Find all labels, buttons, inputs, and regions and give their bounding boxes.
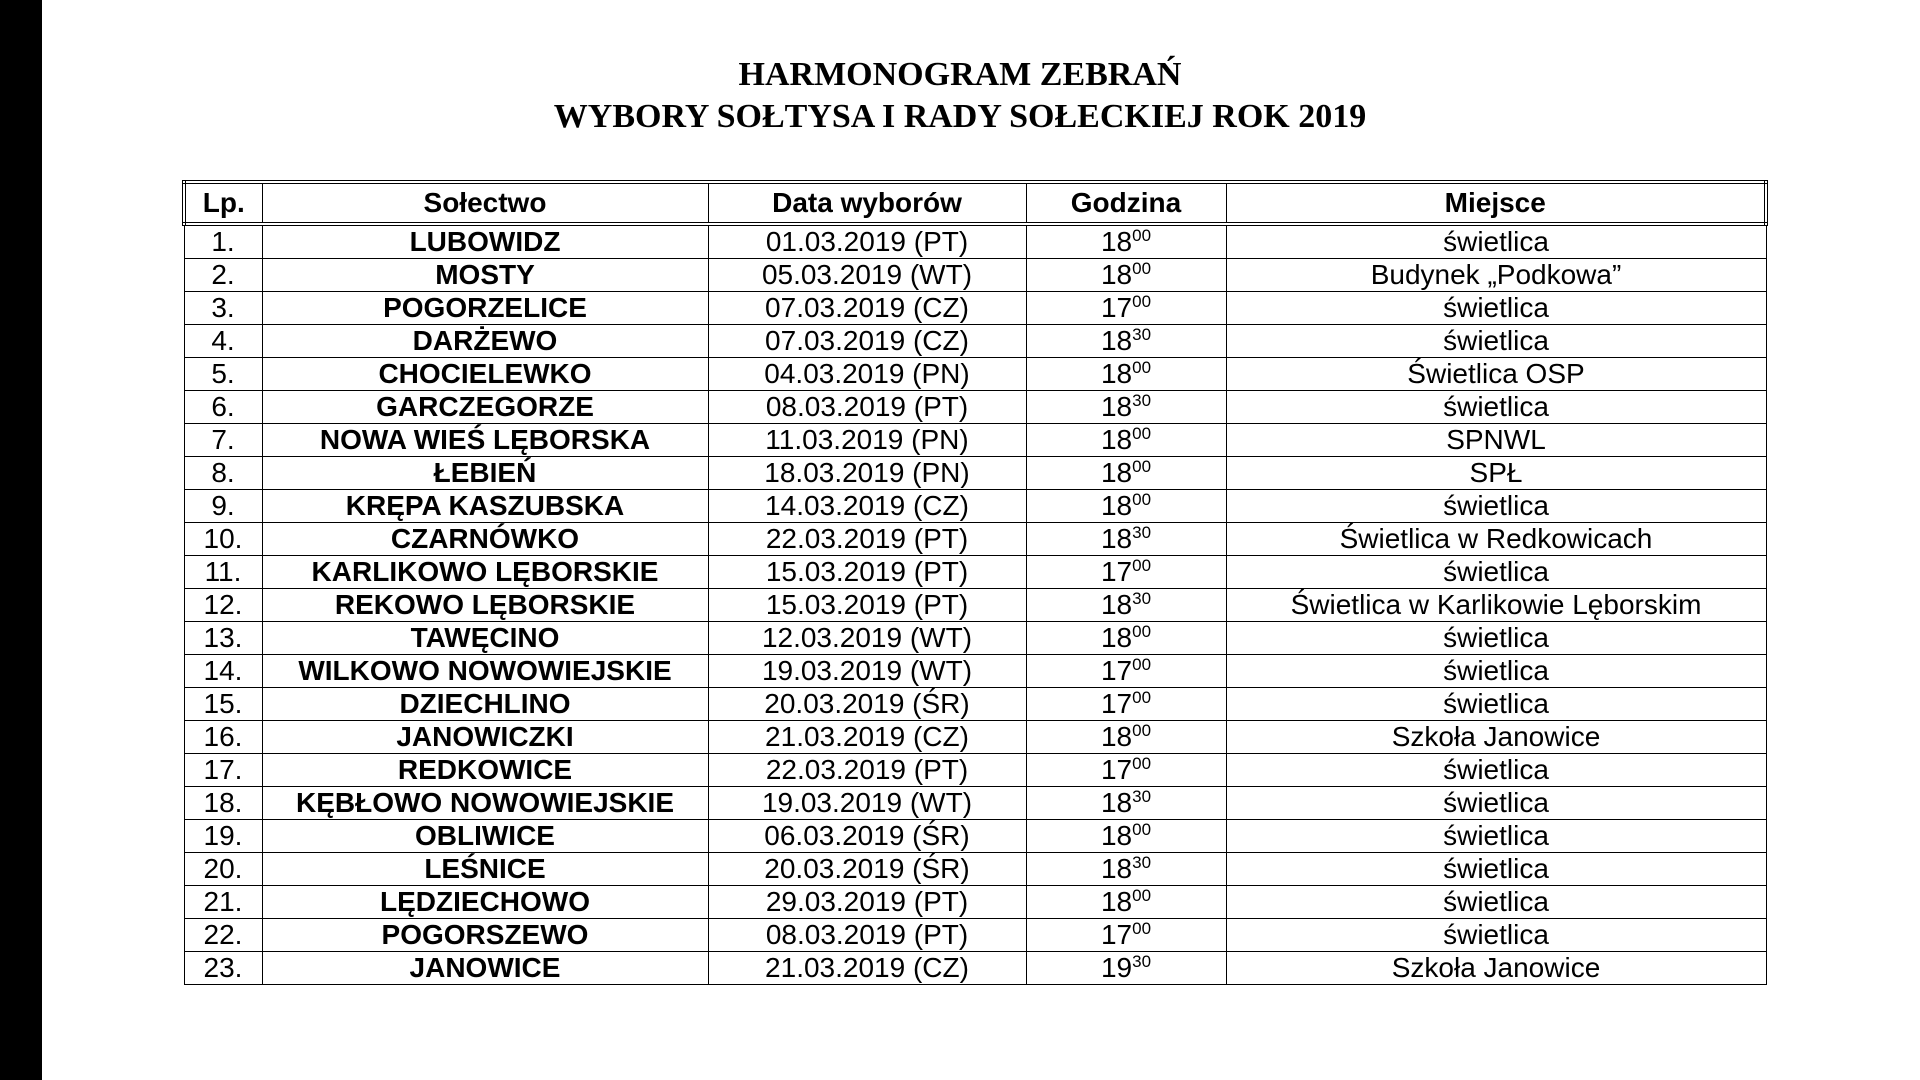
minute-value: 00 — [1132, 754, 1152, 773]
cell-data: 15.03.2019 (PT) — [708, 556, 1026, 589]
table-row — [184, 622, 1766, 655]
hour-value: 17 — [1100, 919, 1133, 950]
cell-solectwo: DZIECHLINO — [262, 688, 708, 721]
cell-godzina — [1026, 224, 1226, 259]
cell-lp: 6. — [184, 391, 262, 424]
left-edge-bar — [0, 0, 42, 1080]
cell-miejsce: Świetlica w Redkowicach — [1226, 523, 1766, 556]
hour-value: 18 — [1100, 622, 1133, 653]
cell-lp: 22. — [184, 919, 262, 952]
minute-value: 00 — [1132, 655, 1152, 674]
hour-value: 18 — [1100, 523, 1133, 554]
hour-value: 18 — [1100, 886, 1133, 917]
hour-value: 17 — [1100, 655, 1133, 686]
cell-godzina — [1026, 853, 1226, 886]
table-row — [184, 259, 1766, 292]
table-row — [184, 224, 1766, 259]
minute-value: 00 — [1132, 688, 1152, 707]
cell-data: 15.03.2019 (PT) — [708, 589, 1026, 622]
hour-value: 18 — [1100, 490, 1133, 521]
cell-solectwo: KRĘPA KASZUBSKA — [262, 490, 708, 523]
hour-value: 17 — [1100, 556, 1133, 587]
cell-miejsce: świetlica — [1226, 556, 1766, 589]
cell-godzina — [1026, 721, 1226, 754]
cell-solectwo: LEŚNICE — [262, 853, 708, 886]
cell-lp: 1. — [184, 224, 262, 259]
cell-data: 04.03.2019 (PN) — [708, 358, 1026, 391]
minute-value: 00 — [1132, 259, 1152, 278]
cell-lp: 17. — [184, 754, 262, 787]
minute-value: 00 — [1132, 292, 1152, 311]
cell-data: 20.03.2019 (ŚR) — [708, 853, 1026, 886]
cell-lp: 16. — [184, 721, 262, 754]
table-row — [184, 325, 1766, 358]
cell-solectwo: CHOCIELEWKO — [262, 358, 708, 391]
cell-miejsce: SPŁ — [1226, 457, 1766, 490]
title-line-2: WYBORY SOŁTYSA I RADY SOŁECKIEJ ROK 2019 — [553, 98, 1367, 135]
cell-solectwo: DARŻEWO — [262, 325, 708, 358]
title-line-1: HARMONOGRAM ZEBRAŃ — [738, 56, 1182, 93]
cell-godzina — [1026, 424, 1226, 457]
cell-data: 21.03.2019 (CZ) — [708, 721, 1026, 754]
cell-godzina — [1026, 457, 1226, 490]
cell-solectwo: LĘDZIECHOWO — [262, 886, 708, 919]
cell-godzina — [1026, 688, 1226, 721]
cell-solectwo: KARLIKOWO LĘBORSKIE — [262, 556, 708, 589]
hour-value: 18 — [1100, 391, 1133, 422]
cell-godzina — [1026, 919, 1226, 952]
cell-solectwo: CZARNÓWKO — [262, 523, 708, 556]
cell-data: 14.03.2019 (CZ) — [708, 490, 1026, 523]
minute-value: 00 — [1132, 556, 1152, 575]
hour-value: 18 — [1100, 424, 1133, 455]
cell-lp: 20. — [184, 853, 262, 886]
cell-miejsce: świetlica — [1226, 292, 1766, 325]
cell-data: 01.03.2019 (PT) — [708, 224, 1026, 259]
cell-data: 21.03.2019 (CZ) — [708, 952, 1026, 985]
cell-miejsce: świetlica — [1226, 688, 1766, 721]
cell-solectwo: OBLIWICE — [262, 820, 708, 853]
cell-lp: 13. — [184, 622, 262, 655]
cell-lp: 12. — [184, 589, 262, 622]
header-solectwo: Sołectwo — [262, 182, 708, 224]
table-row — [184, 688, 1766, 721]
cell-data: 08.03.2019 (PT) — [708, 919, 1026, 952]
cell-godzina — [1026, 490, 1226, 523]
cell-miejsce: Świetlica w Karlikowie Lęborskim — [1226, 589, 1766, 622]
cell-miejsce: świetlica — [1226, 325, 1766, 358]
minute-value: 00 — [1132, 886, 1152, 905]
table-row — [184, 721, 1766, 754]
table-header-row — [184, 182, 1766, 224]
cell-godzina — [1026, 292, 1226, 325]
table-row — [184, 556, 1766, 589]
hour-value: 17 — [1100, 688, 1133, 719]
minute-value: 00 — [1132, 358, 1152, 377]
hour-value: 18 — [1100, 358, 1133, 389]
cell-miejsce: świetlica — [1226, 622, 1766, 655]
cell-data: 05.03.2019 (WT) — [708, 259, 1026, 292]
minute-value: 00 — [1132, 424, 1152, 443]
cell-godzina — [1026, 523, 1226, 556]
minute-value: 30 — [1132, 523, 1152, 542]
cell-godzina — [1026, 358, 1226, 391]
cell-data: 07.03.2019 (CZ) — [708, 292, 1026, 325]
minute-value: 00 — [1132, 820, 1152, 839]
header-lp: Lp. — [184, 182, 262, 224]
cell-solectwo: JANOWICZKI — [262, 721, 708, 754]
cell-miejsce: świetlica — [1226, 787, 1766, 820]
hour-value: 18 — [1100, 226, 1133, 257]
cell-godzina — [1026, 820, 1226, 853]
table-row — [184, 589, 1766, 622]
hour-value: 17 — [1100, 292, 1133, 323]
cell-lp: 23. — [184, 952, 262, 985]
minute-value: 00 — [1132, 226, 1152, 245]
cell-lp: 9. — [184, 490, 262, 523]
header-godzina: Godzina — [1026, 182, 1226, 224]
cell-data: 07.03.2019 (CZ) — [708, 325, 1026, 358]
cell-godzina — [1026, 787, 1226, 820]
schedule-table — [182, 180, 1768, 985]
cell-solectwo: REKOWO LĘBORSKIE — [262, 589, 708, 622]
hour-value: 18 — [1100, 589, 1133, 620]
table-row — [184, 787, 1766, 820]
cell-miejsce: Szkoła Janowice — [1226, 952, 1766, 985]
cell-miejsce: świetlica — [1226, 754, 1766, 787]
cell-solectwo: NOWA WIEŚ LĘBORSKA — [262, 424, 708, 457]
cell-lp: 14. — [184, 655, 262, 688]
cell-lp: 4. — [184, 325, 262, 358]
hour-value: 18 — [1100, 853, 1133, 884]
cell-data: 22.03.2019 (PT) — [708, 754, 1026, 787]
table-row — [184, 754, 1766, 787]
table-row — [184, 523, 1766, 556]
hour-value: 18 — [1100, 787, 1133, 818]
table-row — [184, 853, 1766, 886]
minute-value: 30 — [1132, 952, 1152, 971]
minute-value: 30 — [1132, 391, 1152, 410]
cell-godzina — [1026, 391, 1226, 424]
cell-solectwo: KĘBŁOWO NOWOWIEJSKIE — [262, 787, 708, 820]
hour-value: 18 — [1100, 721, 1133, 752]
table-row — [184, 391, 1766, 424]
cell-solectwo: MOSTY — [262, 259, 708, 292]
cell-lp: 11. — [184, 556, 262, 589]
cell-lp: 5. — [184, 358, 262, 391]
cell-godzina — [1026, 622, 1226, 655]
table-row — [184, 292, 1766, 325]
cell-lp: 8. — [184, 457, 262, 490]
cell-lp: 10. — [184, 523, 262, 556]
cell-miejsce: świetlica — [1226, 655, 1766, 688]
table-row — [184, 820, 1766, 853]
table-row — [184, 490, 1766, 523]
cell-miejsce: Świetlica OSP — [1226, 358, 1766, 391]
cell-miejsce: SPNWL — [1226, 424, 1766, 457]
cell-miejsce: świetlica — [1226, 820, 1766, 853]
header-data: Data wyborów — [708, 182, 1026, 224]
cell-data: 20.03.2019 (ŚR) — [708, 688, 1026, 721]
cell-lp: 19. — [184, 820, 262, 853]
minute-value: 30 — [1132, 589, 1152, 608]
minute-value: 30 — [1132, 787, 1152, 806]
cell-lp: 21. — [184, 886, 262, 919]
cell-lp: 15. — [184, 688, 262, 721]
cell-solectwo: WILKOWO NOWOWIEJSKIE — [262, 655, 708, 688]
cell-data: 12.03.2019 (WT) — [708, 622, 1026, 655]
minute-value: 00 — [1132, 721, 1152, 740]
cell-solectwo: REDKOWICE — [262, 754, 708, 787]
hour-value: 19 — [1100, 952, 1133, 983]
cell-solectwo: TAWĘCINO — [262, 622, 708, 655]
table-row — [184, 424, 1766, 457]
table-row — [184, 919, 1766, 952]
cell-godzina — [1026, 952, 1226, 985]
minute-value: 00 — [1132, 622, 1152, 641]
minute-value: 00 — [1132, 457, 1152, 476]
cell-data: 19.03.2019 (WT) — [708, 655, 1026, 688]
cell-miejsce: świetlica — [1226, 224, 1766, 259]
cell-miejsce: świetlica — [1226, 919, 1766, 952]
cell-data: 29.03.2019 (PT) — [708, 886, 1026, 919]
cell-godzina — [1026, 655, 1226, 688]
cell-lp: 2. — [184, 259, 262, 292]
table-body — [184, 224, 1766, 985]
table-row — [184, 952, 1766, 985]
table-row — [184, 886, 1766, 919]
cell-miejsce: świetlica — [1226, 886, 1766, 919]
cell-godzina — [1026, 259, 1226, 292]
table-row — [184, 358, 1766, 391]
minute-value: 00 — [1132, 919, 1152, 938]
cell-godzina — [1026, 886, 1226, 919]
hour-value: 18 — [1100, 259, 1133, 290]
cell-lp: 7. — [184, 424, 262, 457]
cell-godzina — [1026, 325, 1226, 358]
cell-miejsce: świetlica — [1226, 490, 1766, 523]
minute-value: 00 — [1132, 490, 1152, 509]
hour-value: 17 — [1100, 754, 1133, 785]
cell-miejsce: Szkoła Janowice — [1226, 721, 1766, 754]
cell-lp: 18. — [184, 787, 262, 820]
cell-miejsce: świetlica — [1226, 853, 1766, 886]
minute-value: 30 — [1132, 325, 1152, 344]
hour-value: 18 — [1100, 325, 1133, 356]
cell-data: 22.03.2019 (PT) — [708, 523, 1026, 556]
cell-lp: 3. — [184, 292, 262, 325]
cell-godzina — [1026, 589, 1226, 622]
cell-miejsce: Budynek „Podkowa” — [1226, 259, 1766, 292]
cell-miejsce: świetlica — [1226, 391, 1766, 424]
hour-value: 18 — [1100, 457, 1133, 488]
cell-data: 19.03.2019 (WT) — [708, 787, 1026, 820]
hour-value: 18 — [1100, 820, 1133, 851]
cell-solectwo: JANOWICE — [262, 952, 708, 985]
minute-value: 30 — [1132, 853, 1152, 872]
cell-data: 08.03.2019 (PT) — [708, 391, 1026, 424]
cell-data: 11.03.2019 (PN) — [708, 424, 1026, 457]
header-miejsce: Miejsce — [1226, 182, 1766, 224]
cell-solectwo: POGORSZEWO — [262, 919, 708, 952]
cell-godzina — [1026, 754, 1226, 787]
document-title — [0, 54, 1920, 138]
cell-godzina — [1026, 556, 1226, 589]
cell-solectwo: LUBOWIDZ — [262, 224, 708, 259]
table-row — [184, 457, 1766, 490]
table-row — [184, 655, 1766, 688]
cell-solectwo: POGORZELICE — [262, 292, 708, 325]
cell-solectwo: GARCZEGORZE — [262, 391, 708, 424]
cell-data: 18.03.2019 (PN) — [708, 457, 1026, 490]
cell-data: 06.03.2019 (ŚR) — [708, 820, 1026, 853]
cell-solectwo: ŁEBIEŃ — [262, 457, 708, 490]
